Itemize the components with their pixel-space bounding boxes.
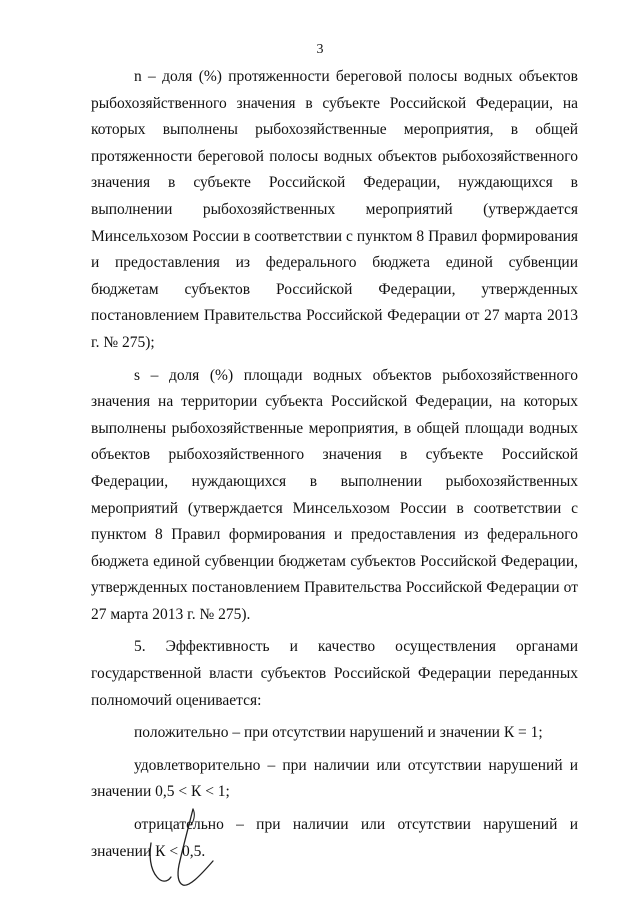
paragraph-s-definition: s – доля (%) площади водных объектов рыбохозяйственного значения на территории субъекта Российской Федерации, на которых выполнены рыбохозяйственные мероприятия, в общей площади водных объектов рыбохозяйственного значения в субъекте Российской Федерации, нуждающихся в выполнении рыбохозяйственных мероприятий (утверждается Минсельхозом России в соответствии с пунктом 8 Правил формирования и предоставления из федерального бюджета единой субвенции бюджетам субъектов Российской Федерации, утвержденных постановлением Правительства Российской Федерации от 27 марта 2013 г. № 275). <box>91 366 578 623</box>
page-number: 3 <box>316 42 324 57</box>
handwritten-signature <box>143 803 223 889</box>
paragraph-satisfactory: удовлетворительно – при наличии или отсутствии нарушений и значении 0,5 < К < 1; <box>91 756 578 801</box>
paragraph-n-definition: n – доля (%) протяженности береговой полосы водных объектов рыбохозяйственного значения в субъекте Российской Федерации, на которых выполнены рыбохозяйственные мероприятия, в общей протяженности береговой полосы водных объектов рыбохозяйственного значения в субъекте Российской Федерации, нуждающихся в выполнении рыбохозяйственных мероприятий (утверждается Минсельхозом России в соответствии с пунктом 8 Правил формирования и предоставления из федерального бюджета единой субвенции бюджетам субъектов Российской Федерации, утвержденных постановлением Правительства Российской Федерации от 27 марта 2013 г. № 275); <box>91 68 578 351</box>
paragraph-item-5: 5. Эффективность и качество осуществления органами государственной власти субъектов Российской Федерации переданных полномочий оценивается: <box>91 638 578 709</box>
document-body <box>91 64 578 865</box>
paragraph-positive: положительно – при отсутствии нарушений и значении К = 1; <box>134 724 543 742</box>
paragraph-negative: отрицательно – при наличии или отсутствии нарушений и значении К < 0,5. <box>91 816 578 860</box>
